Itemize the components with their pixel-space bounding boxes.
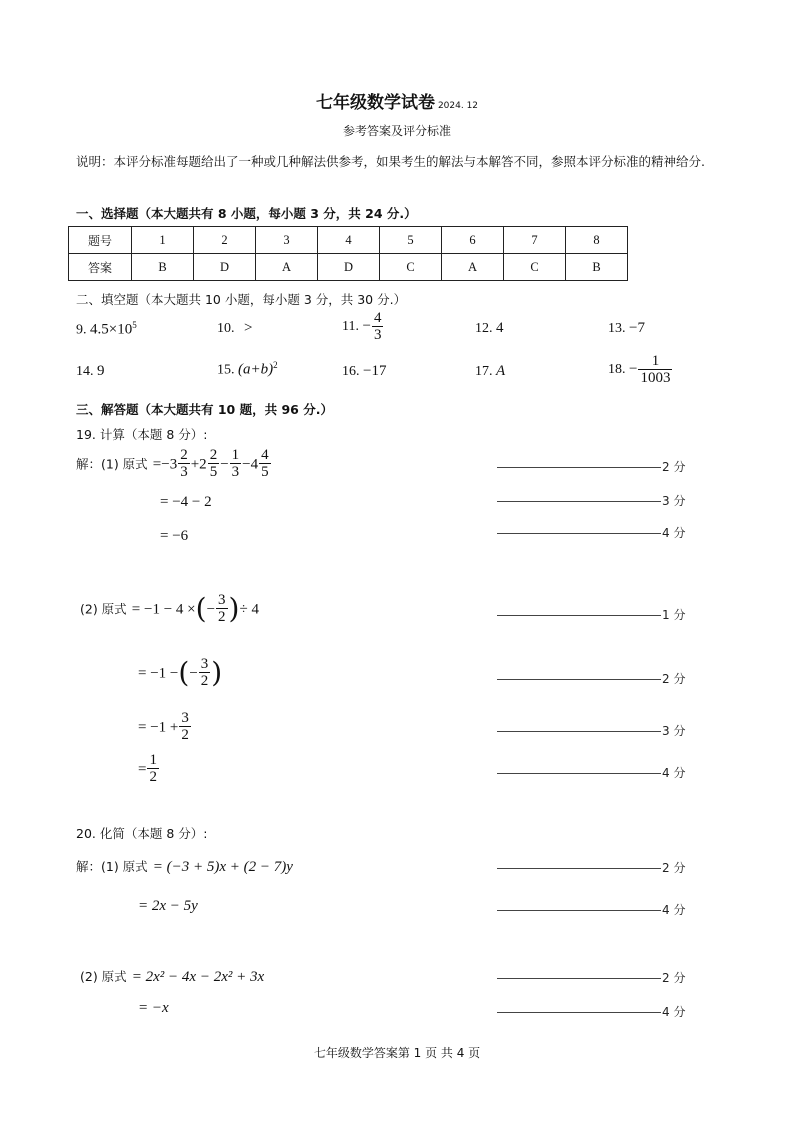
page-footer: 七年级数学答案第 1 页 共 4 页 bbox=[313, 1046, 481, 1060]
score-text: 2 分 bbox=[662, 672, 686, 686]
denominator: 5 bbox=[261, 464, 269, 480]
score-mark bbox=[497, 901, 685, 918]
grading-note: 说明：本评分标准每题给出了一种或几种解法供参考，如果考生的解法与本解答不同，参照本评分标准的精神给分. bbox=[76, 154, 705, 169]
term: −3 bbox=[161, 456, 178, 473]
numerator: 1 bbox=[231, 447, 240, 463]
score-text: 4 分 bbox=[662, 903, 686, 917]
score-mark bbox=[497, 1003, 685, 1020]
table-cell: B bbox=[566, 254, 628, 281]
term: − bbox=[220, 456, 229, 473]
table-cell: A bbox=[442, 254, 504, 281]
table-cell: C bbox=[504, 254, 566, 281]
table-cell: 7 bbox=[504, 227, 566, 254]
numerator: 3 bbox=[218, 592, 226, 608]
numerator: 1 bbox=[651, 353, 660, 369]
answer-value: −17 bbox=[363, 363, 387, 379]
answer-label: 解：(1) 原式 bbox=[76, 859, 148, 874]
numerator: 4 bbox=[373, 310, 382, 326]
score-text: 1 分 bbox=[662, 608, 686, 622]
score-text: 2 分 bbox=[662, 861, 686, 875]
question-number: 15. bbox=[217, 362, 235, 378]
term: −4 bbox=[242, 456, 259, 473]
exponent: 2 bbox=[273, 360, 278, 370]
score-mark bbox=[497, 524, 685, 541]
answer-value: (a+b) bbox=[238, 361, 274, 378]
table-cell: D bbox=[318, 254, 380, 281]
score-text: 4 分 bbox=[662, 1005, 686, 1019]
choice-answer-table bbox=[68, 226, 628, 281]
answer-sign: − bbox=[629, 361, 638, 378]
q19-p2-line2: = −1 −(− $\frac{3}{2}$ ) bbox=[138, 656, 223, 689]
table-cell: C bbox=[380, 254, 442, 281]
fill-answer-10 bbox=[217, 320, 252, 337]
score-mark bbox=[497, 859, 685, 876]
question-number: 16. bbox=[342, 364, 360, 379]
table-row-label: 答案 bbox=[69, 254, 132, 281]
term: ÷ 4 bbox=[239, 601, 259, 618]
score-text: 4 分 bbox=[662, 766, 686, 780]
q20-p2-line1 bbox=[80, 966, 264, 986]
score-mark bbox=[497, 606, 685, 623]
answer-label: (2) 原式 bbox=[80, 601, 127, 617]
fraction bbox=[208, 447, 220, 481]
denominator: 1003 bbox=[640, 370, 671, 386]
table-cell: 6 bbox=[442, 227, 504, 254]
q19-p2-line1: (2) 原式 = −1 − 4 ×(− $\frac{3}{2}$ )÷ 4 bbox=[80, 592, 259, 625]
table-cell: A bbox=[256, 254, 318, 281]
denominator: 3 bbox=[231, 464, 240, 480]
fraction bbox=[638, 353, 672, 387]
expression: = (−3 + 5)x + (2 − 7)y bbox=[152, 859, 293, 875]
section1-heading: 一、选择题（本大题共有 8 小题，每小题 3 分，共 24 分.） bbox=[76, 206, 417, 221]
table-cell: 5 bbox=[380, 227, 442, 254]
question-number: 14. bbox=[76, 364, 94, 379]
q20-p1-line1 bbox=[76, 856, 293, 876]
q19-title: 19. 计算（本题 8 分）: bbox=[76, 427, 208, 442]
score-text: 2 分 bbox=[662, 460, 686, 474]
answer-label: (2) 原式 bbox=[80, 969, 127, 984]
table-row bbox=[69, 227, 628, 254]
score-mark bbox=[497, 670, 685, 687]
fraction bbox=[147, 752, 159, 786]
numerator: 2 bbox=[209, 447, 218, 463]
question-number: 10. bbox=[217, 321, 235, 336]
q19-p2-line3 bbox=[138, 710, 192, 744]
score-mark bbox=[497, 722, 685, 739]
term: = −1 − 4 × bbox=[131, 601, 196, 618]
fill-answer-9 bbox=[76, 320, 137, 339]
answer-value: 9 bbox=[97, 363, 105, 379]
numerator: 4 bbox=[261, 447, 269, 463]
score-mark bbox=[497, 969, 685, 986]
term: = bbox=[138, 761, 147, 778]
denominator: 2 bbox=[181, 727, 189, 743]
exam-date: 2024. 12 bbox=[437, 101, 479, 111]
table-cell: 8 bbox=[566, 227, 628, 254]
answer-value: 4.5×10 bbox=[90, 321, 133, 338]
score-mark bbox=[497, 492, 685, 509]
table-row bbox=[69, 254, 628, 281]
fraction bbox=[216, 592, 228, 626]
fill-answer-15 bbox=[217, 360, 278, 379]
fill-answer-16 bbox=[342, 363, 386, 380]
table-cell: B bbox=[132, 254, 194, 281]
score-text: 2 分 bbox=[662, 971, 686, 985]
q19-p1-line3: = −6 bbox=[160, 528, 189, 544]
denominator: 2 bbox=[218, 609, 226, 625]
score-text: 4 分 bbox=[662, 526, 686, 540]
expression: = 2x² − 4x − 2x² + 3x bbox=[131, 969, 265, 985]
term: − bbox=[206, 601, 216, 618]
section3-heading: 三、解答题（本大题共有 10 题，共 96 分.） bbox=[76, 402, 333, 417]
table-cell: 2 bbox=[194, 227, 256, 254]
denominator: 5 bbox=[209, 464, 218, 480]
subtitle: 参考答案及评分标准 bbox=[342, 124, 451, 138]
denominator: 2 bbox=[149, 769, 157, 785]
term: − bbox=[189, 665, 198, 682]
denominator: 3 bbox=[373, 327, 382, 343]
q19-p1-line1: 解：(1) 原式 =−3 $\frac{2}{3}$ +2 $\frac{2}{5}$ − $\frac{1}{3}$ −4 $\frac{4}{5}$ bbox=[76, 447, 269, 480]
fraction bbox=[179, 710, 191, 744]
q20-title: 20. 化简（本题 8 分）: bbox=[76, 826, 208, 841]
fill-answer-18 bbox=[608, 353, 673, 387]
answer-value: −7 bbox=[629, 320, 645, 336]
answer-sign: − bbox=[362, 318, 371, 335]
fill-answer-11 bbox=[342, 310, 384, 344]
question-number: 18. bbox=[608, 362, 626, 378]
fraction bbox=[259, 447, 271, 481]
fill-answer-14 bbox=[76, 363, 105, 380]
score-mark bbox=[497, 458, 685, 475]
term: = −1 − bbox=[138, 665, 179, 682]
score-text: 3 分 bbox=[662, 724, 686, 738]
page-title bbox=[0, 88, 794, 113]
table-cell: D bbox=[194, 254, 256, 281]
question-number: 12. bbox=[475, 321, 493, 336]
score-text: 3 分 bbox=[662, 494, 686, 508]
question-number: 17. bbox=[475, 364, 493, 379]
numerator: 2 bbox=[180, 447, 188, 463]
exponent: 5 bbox=[132, 320, 137, 330]
question-number: 13. bbox=[608, 321, 626, 336]
score-mark bbox=[497, 764, 685, 781]
numerator: 1 bbox=[149, 752, 157, 768]
numerator: 3 bbox=[200, 656, 209, 672]
table-cell: 3 bbox=[256, 227, 318, 254]
fill-answer-12 bbox=[475, 320, 504, 337]
fraction bbox=[372, 310, 384, 344]
answer-label: 解：(1) 原式 bbox=[76, 456, 148, 472]
fraction bbox=[230, 447, 242, 481]
table-cell: 4 bbox=[318, 227, 380, 254]
q19-p2-line4 bbox=[138, 752, 160, 786]
table-cell: 1 bbox=[132, 227, 194, 254]
fraction bbox=[178, 447, 190, 481]
question-number: 11. bbox=[342, 319, 359, 335]
denominator: 2 bbox=[200, 673, 209, 689]
section2-heading: 二、填空题（本大题共 10 小题，每小题 3 分，共 30 分.） bbox=[76, 292, 407, 307]
denominator: 3 bbox=[180, 464, 188, 480]
answer-value: > bbox=[244, 320, 253, 336]
question-number: 9. bbox=[76, 322, 87, 338]
answer-value: 4 bbox=[496, 320, 504, 336]
fill-answer-17 bbox=[475, 363, 505, 380]
q19-p1-line2: = −4 − 2 bbox=[160, 494, 212, 510]
answer-value: A bbox=[496, 363, 506, 379]
term: = −1 + bbox=[138, 719, 179, 736]
fill-answer-13 bbox=[608, 320, 645, 337]
title-text: 七年级数学试卷 bbox=[315, 93, 435, 113]
q20-p2-line2: = −x bbox=[138, 1000, 169, 1016]
fraction bbox=[199, 656, 211, 690]
numerator: 3 bbox=[181, 710, 189, 726]
table-row-label: 题号 bbox=[69, 227, 132, 254]
term: +2 bbox=[190, 456, 207, 473]
q20-p1-line2: = 2x − 5y bbox=[138, 898, 198, 914]
